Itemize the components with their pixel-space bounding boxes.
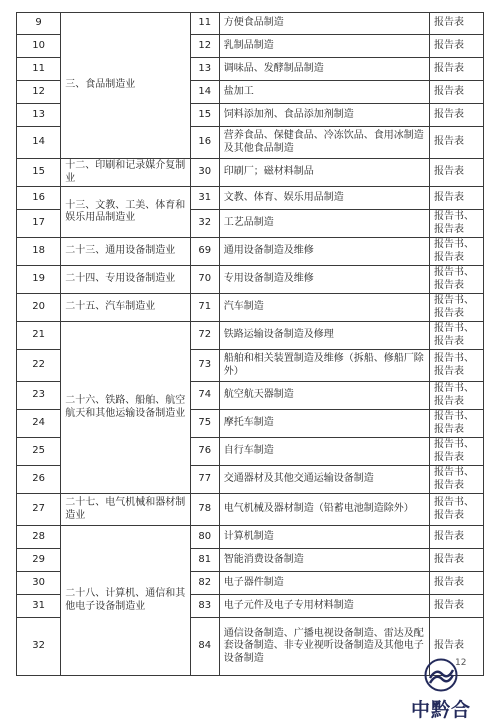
- item-code: 71: [190, 294, 219, 322]
- category-cell: 二十七、电气机械和器材制造业: [61, 494, 190, 526]
- row-number: 26: [17, 466, 61, 494]
- row-number: 23: [17, 382, 61, 410]
- item-name: 饲料添加剂、食品添加剂制造: [219, 104, 429, 127]
- category-cell: 二十四、专用设备制造业: [61, 266, 190, 294]
- row-number: 13: [17, 104, 61, 127]
- assessment-form: 报告书、报告表: [430, 410, 484, 438]
- row-number: 25: [17, 438, 61, 466]
- item-code: 74: [190, 382, 219, 410]
- table-row: [17, 159, 484, 187]
- item-name: 乳制品制造: [219, 35, 429, 58]
- item-code: 12: [190, 35, 219, 58]
- row-number: 14: [17, 127, 61, 159]
- item-name: 铁路运输设备制造及修理: [219, 322, 429, 350]
- assessment-form: 报告书、报告表: [430, 350, 484, 382]
- row-number: 19: [17, 266, 61, 294]
- table-row: [17, 494, 484, 526]
- item-name: 船舶和相关装置制造及维修（拆船、修船厂除外）: [219, 350, 429, 382]
- item-name: 调味品、发酵制品制造: [219, 58, 429, 81]
- assessment-form: 报告表: [430, 187, 484, 210]
- assessment-form: 报告表: [430, 572, 484, 595]
- item-name: 电子器件制造: [219, 572, 429, 595]
- item-code: 30: [190, 159, 219, 187]
- item-code: 13: [190, 58, 219, 81]
- row-number: 18: [17, 238, 61, 266]
- row-number: 16: [17, 187, 61, 210]
- item-name: 自行车制造: [219, 438, 429, 466]
- assessment-form: 报告书、报告表: [430, 466, 484, 494]
- assessment-form: 报告书、报告表: [430, 266, 484, 294]
- project-classification-table: [16, 12, 484, 676]
- item-name: 盐加工: [219, 81, 429, 104]
- item-name: 电子元件及电子专用材料制造: [219, 595, 429, 618]
- row-number: 32: [17, 618, 61, 676]
- item-name: 计算机制造: [219, 526, 429, 549]
- row-number: 21: [17, 322, 61, 350]
- assessment-form: 报告表: [430, 127, 484, 159]
- assessment-form: 报告表: [430, 35, 484, 58]
- item-code: 31: [190, 187, 219, 210]
- table-row: [17, 187, 484, 210]
- company-logo: [396, 658, 486, 722]
- logo-text: 中黔合: [410, 699, 471, 721]
- assessment-form: 报告书、报告表: [430, 322, 484, 350]
- item-name: 摩托车制造: [219, 410, 429, 438]
- item-code: 84: [190, 618, 219, 676]
- item-code: 80: [190, 526, 219, 549]
- item-code: 72: [190, 322, 219, 350]
- assessment-form: 报告书、报告表: [430, 494, 484, 526]
- assessment-form: 报告表: [430, 526, 484, 549]
- row-number: 22: [17, 350, 61, 382]
- row-number: 24: [17, 410, 61, 438]
- item-code: 76: [190, 438, 219, 466]
- table-row: [17, 238, 484, 266]
- item-name: 通用设备制造及维修: [219, 238, 429, 266]
- assessment-form: 报告书、报告表: [430, 210, 484, 238]
- category-cell: 三、食品制造业: [61, 13, 190, 159]
- row-number: 12: [17, 81, 61, 104]
- item-name: 文教、体育、娱乐用品制造: [219, 187, 429, 210]
- item-code: 11: [190, 13, 219, 35]
- assessment-form: 报告表: [430, 549, 484, 572]
- assessment-form: 报告表: [430, 104, 484, 127]
- row-number: 28: [17, 526, 61, 549]
- item-code: 82: [190, 572, 219, 595]
- item-name: 专用设备制造及维修: [219, 266, 429, 294]
- category-cell: 十三、文教、工美、体育和娱乐用品制造业: [61, 187, 190, 238]
- item-code: 70: [190, 266, 219, 294]
- assessment-form: 报告书、报告表: [430, 438, 484, 466]
- row-number: 11: [17, 58, 61, 81]
- assessment-form: 报告表: [430, 13, 484, 35]
- item-code: 75: [190, 410, 219, 438]
- item-name: 交通器材及其他交通运输设备制造: [219, 466, 429, 494]
- item-name: 航空航天器制造: [219, 382, 429, 410]
- table-row: [17, 526, 484, 549]
- item-code: 69: [190, 238, 219, 266]
- item-name: 通信设备制造、广播电视设备制造、雷达及配套设备制造、非专业视听设备制造及其他电子设备制造: [219, 618, 429, 676]
- category-cell: 二十六、铁路、船舶、航空航天和其他运输设备制造业: [61, 322, 190, 494]
- row-number: 29: [17, 549, 61, 572]
- category-cell: 二十五、汽车制造业: [61, 294, 190, 322]
- category-cell: 二十三、通用设备制造业: [61, 238, 190, 266]
- row-number: 10: [17, 35, 61, 58]
- assessment-form: 报告书、报告表: [430, 238, 484, 266]
- item-code: 77: [190, 466, 219, 494]
- table-row: [17, 294, 484, 322]
- assessment-form: 报告表: [430, 81, 484, 104]
- assessment-form: 报告表: [430, 58, 484, 81]
- item-name: 汽车制造: [219, 294, 429, 322]
- row-number: 17: [17, 210, 61, 238]
- item-code: 73: [190, 350, 219, 382]
- item-name: 印刷厂；磁材料制品: [219, 159, 429, 187]
- item-code: 78: [190, 494, 219, 526]
- row-number: 9: [17, 13, 61, 35]
- category-cell: 二十八、计算机、通信和其他电子设备制造业: [61, 526, 190, 676]
- item-name: 工艺品制造: [219, 210, 429, 238]
- item-code: 14: [190, 81, 219, 104]
- row-number: 27: [17, 494, 61, 526]
- table-row: [17, 266, 484, 294]
- item-name: 营养食品、保健食品、冷冻饮品、食用冰制造及其他食品制造: [219, 127, 429, 159]
- row-number: 31: [17, 595, 61, 618]
- item-name: 智能消费设备制造: [219, 549, 429, 572]
- assessment-form: 报告表: [430, 595, 484, 618]
- item-code: 15: [190, 104, 219, 127]
- item-code: 16: [190, 127, 219, 159]
- assessment-form: 报告表: [430, 159, 484, 187]
- assessment-form: 报告表: [430, 618, 484, 676]
- table-row: [17, 13, 484, 35]
- row-number: 20: [17, 294, 61, 322]
- item-code: 32: [190, 210, 219, 238]
- logo-emblem-icon: [424, 658, 458, 692]
- page-number: 12: [455, 658, 467, 668]
- table-row: [17, 322, 484, 350]
- item-name: 电气机械及器材制造（铅蓄电池制造除外）: [219, 494, 429, 526]
- item-code: 83: [190, 595, 219, 618]
- row-number: 30: [17, 572, 61, 595]
- assessment-form: 报告书、报告表: [430, 294, 484, 322]
- item-name: 方便食品制造: [219, 13, 429, 35]
- row-number: 15: [17, 159, 61, 187]
- assessment-form: 报告书、报告表: [430, 382, 484, 410]
- item-code: 81: [190, 549, 219, 572]
- category-cell: 十二、印刷和记录媒介复制业: [61, 159, 190, 187]
